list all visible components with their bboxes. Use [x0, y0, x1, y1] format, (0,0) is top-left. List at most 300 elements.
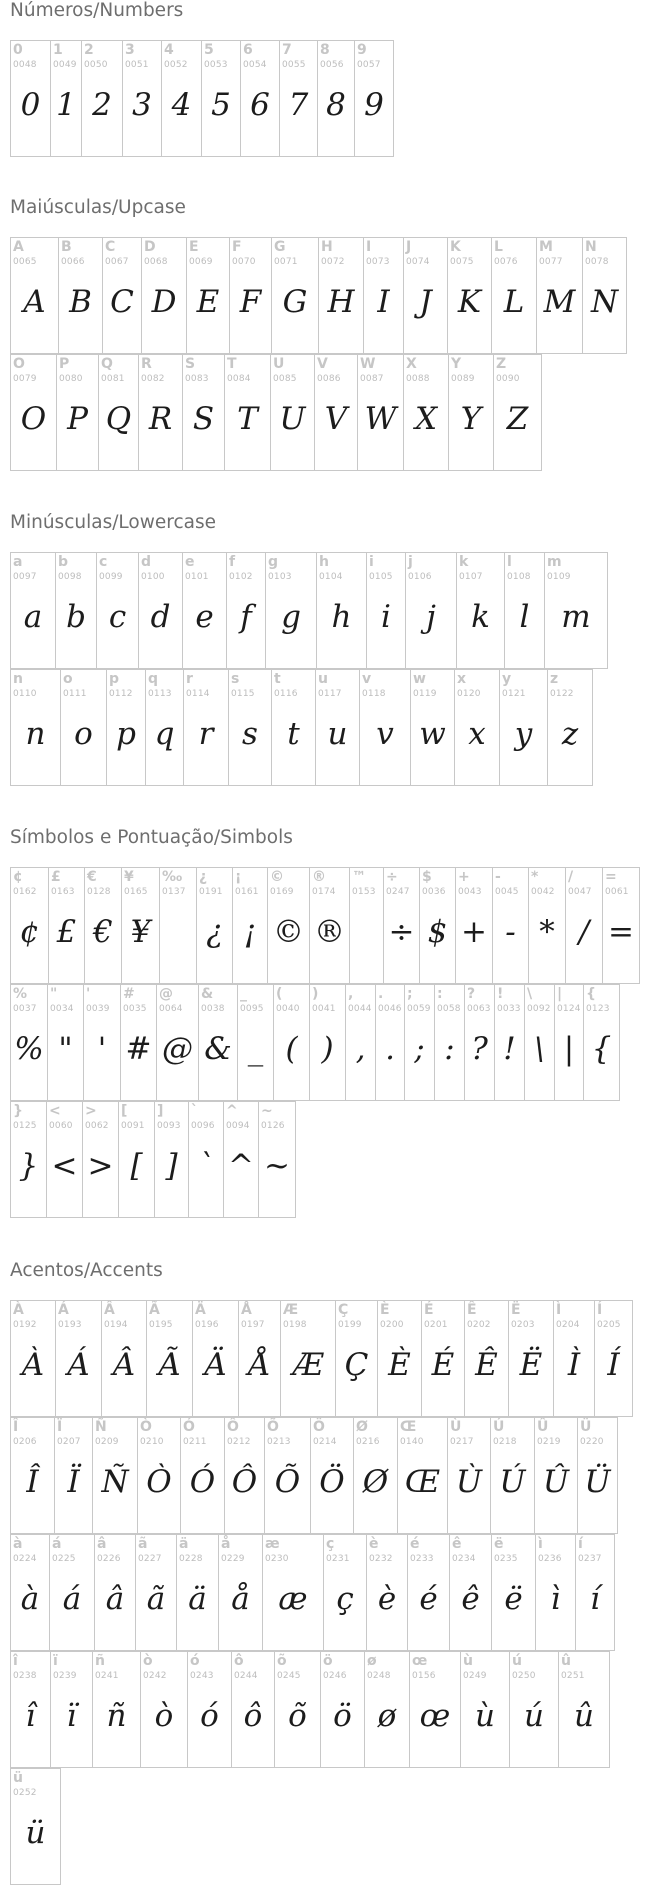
glyph-code-label: 0120: [457, 689, 481, 699]
glyph-code-label: 0163: [51, 887, 75, 897]
glyph-char-label: ü: [13, 1770, 23, 1786]
glyph-char-label: ¡: [235, 869, 242, 885]
glyph-sample: v: [376, 716, 394, 752]
glyph-sample: ): [321, 1031, 334, 1067]
glyph-sample: W: [364, 401, 397, 437]
glyph-cell: [279, 40, 318, 157]
glyph-code-label: 0048: [13, 60, 37, 70]
glyph-sample: #: [125, 1031, 152, 1067]
glyph-cell: [140, 1651, 188, 1768]
glyph-sample: n: [25, 716, 46, 752]
glyph-char-label: Ú: [493, 1419, 505, 1435]
glyph-sample: H: [327, 284, 355, 320]
glyph-cell: [447, 1417, 491, 1534]
glyph-char-label: ù: [463, 1653, 473, 1669]
glyph-code-label: 0086: [317, 374, 341, 384]
glyph-cell: [224, 1417, 265, 1534]
glyph-sample: ~: [264, 1148, 290, 1184]
glyph-code-label: 0110: [13, 689, 37, 699]
glyph-char-label: x: [457, 671, 467, 687]
glyph-char-label: Á: [58, 1302, 69, 1318]
glyph-code-label: 0116: [274, 689, 298, 699]
glyph-code-label: 0117: [318, 689, 342, 699]
glyph-cell: [448, 354, 494, 471]
glyph-cell: [364, 1651, 410, 1768]
glyph-cell: [274, 1651, 321, 1768]
glyph-cell: [84, 867, 122, 984]
glyph-cell: [273, 984, 310, 1101]
glyph-sample: ï: [66, 1698, 77, 1734]
glyph-sample: =: [608, 914, 634, 950]
glyph-code-label: 0219: [537, 1437, 561, 1447]
glyph-cell: [138, 354, 183, 471]
glyph-sample: Œ: [404, 1464, 441, 1500]
glyph-code-label: 0245: [277, 1671, 301, 1681]
glyph-sample: G: [282, 284, 308, 320]
glyph-sample: N: [590, 284, 619, 320]
glyph-sample: È: [388, 1347, 411, 1383]
glyph-sample: ì: [550, 1581, 561, 1617]
glyph-cell: [240, 40, 280, 157]
glyph-sample: j: [426, 599, 436, 635]
glyph-char-label: }: [13, 1103, 23, 1119]
glyph-char-label: H: [321, 239, 333, 255]
glyph-code-label: 0076: [494, 257, 518, 267]
glyph-sample: Â: [112, 1347, 136, 1383]
glyph-sample: a: [23, 599, 43, 635]
glyph-sample: 8: [326, 87, 346, 123]
glyph-char-label: å: [221, 1536, 231, 1552]
glyph-sample: 7: [288, 87, 309, 123]
glyph-cell: [280, 1300, 336, 1417]
glyph-cell: [460, 1651, 510, 1768]
glyph-code-label: 0115: [231, 689, 255, 699]
glyph-char-label: R: [141, 356, 152, 372]
glyph-sample: [: [130, 1148, 143, 1184]
glyph-sample: Õ: [274, 1464, 301, 1500]
glyph-cell: [262, 1534, 324, 1651]
glyph-cell: [96, 552, 139, 669]
glyph-sample: _: [247, 1031, 264, 1067]
glyph-cell: [58, 237, 103, 354]
glyph-cell: [135, 1534, 177, 1651]
glyph-char-label: ò: [143, 1653, 153, 1669]
glyph-char-label: 2: [84, 42, 94, 58]
glyph-char-label: E: [189, 239, 199, 255]
glyph-sample: (: [285, 1031, 298, 1067]
glyph-code-label: 0094: [226, 1121, 250, 1131]
glyph-sample: £: [56, 914, 77, 950]
glyph-sample: >: [87, 1148, 114, 1184]
glyph-code-label: 0212: [227, 1437, 251, 1447]
glyph-code-label: 0047: [568, 887, 592, 897]
glyph-cell: [180, 1417, 225, 1534]
glyph-code-label: 0059: [407, 1004, 431, 1014]
glyph-cell: [182, 354, 225, 471]
glyph-char-label: Ü: [580, 1419, 592, 1435]
glyph-code-label: 0035: [123, 1004, 147, 1014]
glyph-code-label: 0089: [451, 374, 475, 384]
glyph-char-label: ¥: [124, 869, 134, 885]
glyph-code-label: 0037: [13, 1004, 37, 1014]
glyph-cell: [176, 1534, 219, 1651]
glyph-cell: [454, 669, 500, 786]
glyph-char-label: ¢: [13, 869, 23, 885]
glyph-code-label: 0198: [283, 1320, 307, 1330]
glyph-char-label: X: [406, 356, 417, 372]
glyph-code-label: 0237: [578, 1554, 602, 1564]
glyph-code-label: 0250: [512, 1671, 536, 1681]
glyph-char-label: ": [50, 986, 58, 1002]
glyph-sample: á: [62, 1581, 82, 1617]
glyph-char-label: D: [144, 239, 156, 255]
glyph-cell: [98, 354, 139, 471]
glyph-sample: R: [148, 401, 173, 437]
glyph-code-label: 0213: [267, 1437, 291, 1447]
glyph-sample: ©: [273, 914, 304, 950]
glyph-cell: [10, 237, 59, 354]
glyph-code-label: 0107: [459, 572, 483, 582]
glyph-char-label: a: [13, 554, 23, 570]
glyph-char-label: 7: [282, 42, 292, 58]
glyph-sample: Î: [26, 1464, 39, 1500]
glyph-char-label: n: [13, 671, 23, 687]
glyph-code-label: 0194: [104, 1320, 128, 1330]
glyph-char-label: `: [191, 1103, 198, 1119]
glyph-sample: A: [23, 284, 46, 320]
glyph-code-label: 0056: [320, 60, 344, 70]
glyph-char-label: Ã: [149, 1302, 160, 1318]
glyph-cell: [238, 1300, 281, 1417]
glyph-cell: [602, 867, 640, 984]
glyph-sample: -: [505, 914, 516, 950]
glyph-sample: <: [51, 1148, 78, 1184]
glyph-code-label: 0111: [63, 689, 87, 699]
glyph-char-label: ©: [270, 869, 284, 885]
glyph-sample: Ë: [519, 1347, 543, 1383]
glyph-cell: [309, 984, 346, 1101]
glyph-sample: J: [419, 284, 432, 320]
glyph-code-label: 0226: [97, 1554, 121, 1564]
glyph-char-label: {: [586, 986, 596, 1002]
glyph-code-label: 0217: [450, 1437, 474, 1447]
glyph-sample: Ã: [158, 1347, 181, 1383]
glyph-cell: [449, 1534, 492, 1651]
glyph-code-label: 0057: [357, 60, 381, 70]
glyph-sample: d: [150, 599, 171, 635]
glyph-sample: ä: [188, 1581, 207, 1617]
glyph-sample: L: [503, 284, 525, 320]
glyph-code-label: 0064: [159, 1004, 183, 1014]
glyph-code-label: 0235: [494, 1554, 518, 1564]
glyph-code-label: 0153: [352, 887, 376, 897]
glyph-sample: i: [381, 599, 391, 635]
glyph-sample: É: [431, 1347, 455, 1383]
glyph-sample: }: [18, 1148, 39, 1184]
glyph-cell: [186, 237, 230, 354]
glyph-sample: ÷: [388, 914, 415, 950]
glyph-sample: 9: [364, 87, 384, 123]
glyph-char-label: Ø: [356, 1419, 368, 1435]
glyph-sample: !: [503, 1031, 516, 1067]
glyph-sample: Å: [248, 1347, 271, 1383]
glyph-sample: â: [105, 1581, 125, 1617]
glyph-sample: o: [74, 716, 93, 752]
glyph-cell: [106, 669, 146, 786]
glyph-code-label: 0246: [323, 1671, 347, 1681]
glyph-sample: s: [242, 716, 258, 752]
glyph-cell: [397, 1417, 448, 1534]
glyph-char-label: G: [274, 239, 286, 255]
glyph-code-label: 0124: [557, 1004, 581, 1014]
glyph-cell: [271, 237, 319, 354]
glyph-cell: [10, 1768, 61, 1885]
glyph-sample: ò: [154, 1698, 174, 1734]
glyph-sample: E: [196, 284, 220, 320]
glyph-char-label: >: [85, 1103, 97, 1119]
glyph-char-label: ~: [261, 1103, 273, 1119]
glyph-cell: [83, 984, 121, 1101]
glyph-code-label: 0210: [140, 1437, 164, 1447]
glyph-char-label: ì: [538, 1536, 543, 1552]
glyph-code-label: 0249: [463, 1671, 487, 1681]
glyph-code-label: 0038: [201, 1004, 225, 1014]
glyph-char-label: |: [557, 986, 563, 1002]
glyph-code-label: 0202: [467, 1320, 491, 1330]
glyph-char-label: q: [148, 671, 159, 687]
glyph-sample: ;: [414, 1031, 425, 1067]
glyph-sample: ã: [146, 1581, 166, 1617]
glyph-char-label: 5: [204, 42, 214, 58]
glyph-cell: [92, 1651, 141, 1768]
glyph-cell: [183, 669, 229, 786]
glyph-char-label: û: [561, 1653, 571, 1669]
glyph-sample: ¥: [130, 914, 151, 950]
glyph-char-label: ': [86, 986, 91, 1002]
section-title: Minúsculas/Lowercase: [10, 512, 216, 533]
glyph-char-label: V: [317, 356, 328, 372]
glyph-code-label: 0195: [149, 1320, 173, 1330]
glyph-sample: 1: [56, 87, 76, 123]
glyph-sample: O: [20, 401, 47, 437]
glyph-code-label: 0043: [458, 887, 482, 897]
glyph-cell: [82, 1101, 119, 1218]
glyph-cell: [508, 1300, 554, 1417]
glyph-code-label: 0093: [157, 1121, 181, 1131]
glyph-code-label: 0247: [386, 887, 410, 897]
glyph-cell: [491, 237, 537, 354]
glyph-code-label: 0068: [144, 257, 168, 267]
glyph-char-label: i: [369, 554, 374, 570]
glyph-sample: p: [116, 716, 136, 752]
glyph-char-label: :: [437, 986, 443, 1002]
glyph-cell: [92, 1417, 138, 1534]
glyph-cell: [323, 1534, 367, 1651]
glyph-cell: [81, 40, 123, 157]
glyph-code-label: 0091: [121, 1121, 145, 1131]
glyph-code-label: 0199: [338, 1320, 362, 1330]
glyph-sample: ?: [471, 1031, 488, 1067]
glyph-char-label: ¿: [199, 869, 208, 885]
section-title: Maiúsculas/Upcase: [10, 197, 186, 218]
glyph-char-label: ÷: [386, 869, 398, 885]
glyph-cell: [60, 669, 107, 786]
glyph-char-label: î: [13, 1653, 18, 1669]
glyph-code-label: 0238: [13, 1671, 37, 1681]
glyph-sample: $: [427, 914, 448, 950]
glyph-code-label: 0071: [274, 257, 298, 267]
glyph-cell: [456, 552, 505, 669]
glyph-char-label: à: [13, 1536, 23, 1552]
glyph-code-label: 0060: [49, 1121, 73, 1131]
glyph-code-label: 0113: [148, 689, 172, 699]
glyph-sample: í: [590, 1581, 600, 1617]
glyph-code-label: 0209: [95, 1437, 119, 1447]
glyph-sample: Z: [506, 401, 529, 437]
glyph-code-label: 0112: [109, 689, 133, 699]
glyph-sample: Q: [105, 401, 132, 437]
glyph-char-label: ô: [234, 1653, 244, 1669]
glyph-sample: V: [324, 401, 348, 437]
glyph-cell: [10, 984, 48, 1101]
glyph-sample: Í: [607, 1347, 620, 1383]
glyph-code-label: 0101: [185, 572, 209, 582]
glyph-code-label: 0248: [367, 1671, 391, 1681]
glyph-char-label: é: [410, 1536, 420, 1552]
glyph-cell: [102, 237, 142, 354]
glyph-cell: [10, 354, 57, 471]
glyph-cell: [558, 1651, 610, 1768]
glyph-code-label: 0114: [186, 689, 210, 699]
glyph-sample: r: [198, 716, 214, 752]
glyph-code-label: 0055: [282, 60, 306, 70]
glyph-char-label: b: [58, 554, 69, 570]
glyph-sample: ': [97, 1031, 107, 1067]
glyph-sample: ®: [314, 914, 345, 950]
glyph-code-label: 0073: [366, 257, 390, 267]
glyph-code-label: 0082: [141, 374, 165, 384]
glyph-char-label: á: [52, 1536, 62, 1552]
glyph-cell: [544, 552, 608, 669]
glyph-cell: [354, 40, 394, 157]
glyph-cell: [409, 1651, 461, 1768]
glyph-code-label: 0104: [319, 572, 343, 582]
glyph-sample: 2: [92, 87, 112, 123]
glyph-sample: Ó: [189, 1464, 216, 1500]
glyph-sample: Û: [542, 1464, 570, 1500]
glyph-cell: [316, 552, 367, 669]
glyph-sample: Ü: [584, 1464, 611, 1500]
glyph-char-label: A: [13, 239, 24, 255]
glyph-sample: Ù: [455, 1464, 483, 1500]
glyph-code-label: 0242: [143, 1671, 167, 1681]
glyph-cell: [50, 1651, 93, 1768]
glyph-sample: Ò: [146, 1464, 172, 1500]
glyph-cell: [345, 984, 376, 1101]
glyph-code-label: 0243: [190, 1671, 214, 1681]
section-title: Símbolos e Pontuação/Simbols: [10, 827, 293, 848]
glyph-char-label: _: [240, 986, 247, 1002]
glyph-char-label: d: [141, 554, 152, 570]
glyph-code-label: 0140: [400, 1437, 424, 1447]
glyph-code-label: 0036: [422, 887, 446, 897]
glyph-cell: [10, 1534, 50, 1651]
glyph-sample: |: [563, 1031, 575, 1067]
glyph-char-label: ‰: [162, 869, 183, 885]
glyph-sample: T: [237, 401, 258, 437]
glyph-cell: [156, 984, 199, 1101]
glyph-char-label: v: [362, 671, 372, 687]
glyph-char-label: è: [369, 1536, 379, 1552]
glyph-cell: [309, 867, 350, 984]
glyph-sample: h: [331, 599, 352, 635]
glyph-code-label: 0052: [164, 60, 188, 70]
glyph-code-label: 0229: [221, 1554, 245, 1564]
glyph-char-label: 6: [243, 42, 253, 58]
glyph-char-label: 0: [13, 42, 23, 58]
glyph-code-label: 0191: [199, 887, 223, 897]
glyph-sample: ú: [524, 1698, 544, 1734]
glyph-code-label: 0207: [57, 1437, 81, 1447]
glyph-code-label: 0092: [527, 1004, 551, 1014]
glyph-code-label: 0102: [229, 572, 253, 582]
glyph-sample: ¡: [243, 914, 257, 950]
glyph-code-label: 0241: [95, 1671, 119, 1681]
glyph-code-label: 0040: [276, 1004, 300, 1014]
glyph-code-label: 0218: [493, 1437, 517, 1447]
glyph-code-label: 0087: [360, 374, 384, 384]
glyph-sample: B: [69, 284, 92, 320]
glyph-char-label: 3: [125, 42, 135, 58]
glyph-cell: [10, 40, 51, 157]
glyph-cell: [421, 1300, 465, 1417]
glyph-code-label: 0174: [312, 887, 336, 897]
glyph-cell: [138, 552, 183, 669]
glyph-char-label: Ë: [511, 1302, 521, 1318]
glyph-char-label: â: [97, 1536, 107, 1552]
glyph-char-label: .: [378, 986, 384, 1002]
glyph-sample: ¢: [19, 914, 40, 950]
glyph-sample: 6: [250, 87, 270, 123]
glyph-char-label: N: [585, 239, 597, 255]
glyph-cell: [218, 1534, 263, 1651]
glyph-cell: [357, 354, 404, 471]
glyph-sample: t: [287, 716, 300, 752]
glyph-sample: À: [21, 1347, 45, 1383]
glyph-sample: Ú: [499, 1464, 526, 1500]
glyph-cell: [46, 1101, 83, 1218]
glyph-cell: [464, 1300, 509, 1417]
glyph-sample: .: [385, 1031, 395, 1067]
glyph-char-label: Q: [101, 356, 113, 372]
glyph-char-label: ñ: [95, 1653, 105, 1669]
glyph-cell: [10, 552, 56, 669]
glyph-code-label: 0192: [13, 1320, 37, 1330]
glyph-code-label: 0165: [124, 887, 148, 897]
glyph-cell: [264, 1417, 311, 1534]
glyph-cell: [575, 1534, 615, 1651]
glyph-sample: m: [561, 599, 591, 635]
glyph-code-label: 0081: [101, 374, 125, 384]
glyph-code-label: 0045: [495, 887, 519, 897]
glyph-char-label: W: [360, 356, 376, 372]
glyph-cell: [434, 984, 465, 1101]
glyph-code-label: 0239: [53, 1671, 77, 1681]
section-title: Acentos/Accents: [10, 1260, 163, 1281]
glyph-code-label: 0034: [50, 1004, 74, 1014]
glyph-sample: :: [444, 1031, 455, 1067]
glyph-char-label: Ê: [467, 1302, 477, 1318]
